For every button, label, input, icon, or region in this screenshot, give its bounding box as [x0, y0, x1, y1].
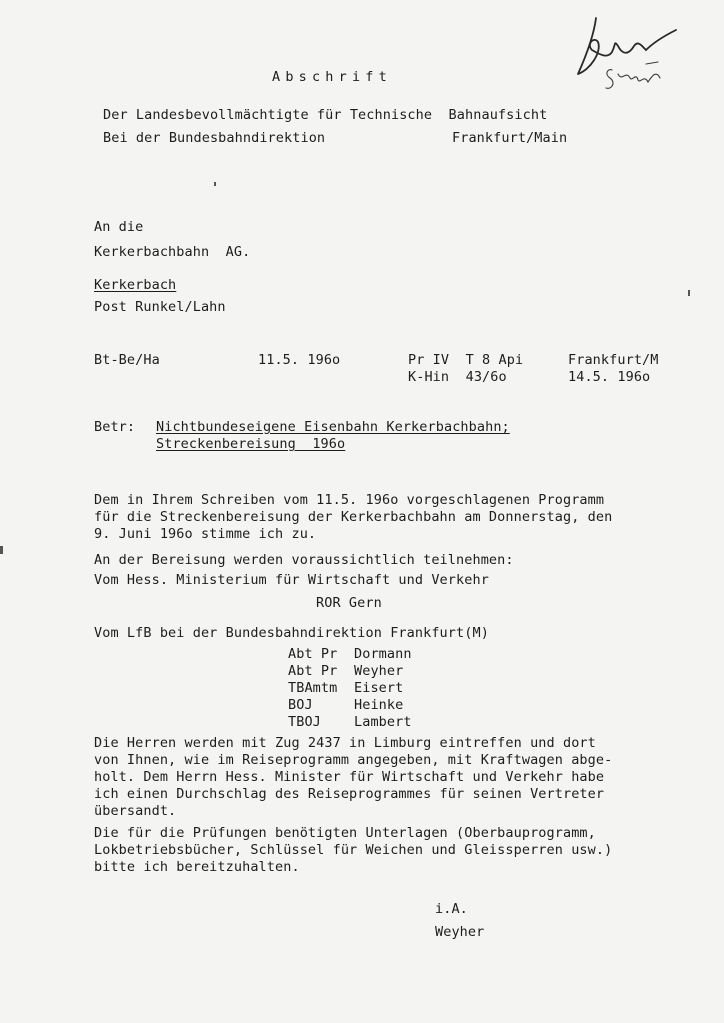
- recipient-line-2: Kerkerbachbahn AG.: [94, 244, 251, 260]
- participant-name: Weyher: [354, 663, 404, 679]
- recipient-line-1: An die: [94, 219, 144, 235]
- body-paragraph-4: Vom LfB bei der Bundesbahndirektion Frankfurt(M): [94, 625, 489, 641]
- reference-date-1: 11.5. 196o: [258, 352, 341, 368]
- participant-name: Dormann: [354, 646, 412, 662]
- body-paragraph-5-line-3: holt. Dem Herrn Hess. Minister für Wirtschaft und Verkehr habe: [94, 769, 605, 785]
- participant-rank: Abt Pr: [288, 663, 338, 679]
- subject-line-1: Nichtbundeseigene Eisenbahn Kerkerbachbahn;: [156, 419, 510, 435]
- reference-sign: Bt-Be/Ha: [94, 352, 160, 368]
- participant-name: Eisert: [354, 680, 404, 696]
- sender-line-2: Bei der Bundesbahndirektion: [103, 130, 326, 146]
- body-paragraph-6-line-2: Lokbetriebsbücher, Schlüssel für Weichen und Gleissperren usw.): [94, 842, 613, 858]
- body-paragraph-3-name: ROR Gern: [316, 595, 382, 611]
- subject-label: Betr:: [94, 419, 136, 435]
- body-paragraph-5-line-1: Die Herren werden mit Zug 2437 in Limburg eintreffen und dort: [94, 735, 596, 751]
- punch-mark: [688, 290, 690, 296]
- participant-rank: BOJ: [288, 697, 313, 713]
- participant-name: Heinke: [354, 697, 404, 713]
- body-paragraph-5-line-4: ich einen Durchschlag des Reiseprogrammes für seinen Vertreter: [94, 786, 605, 802]
- reference-place: Frankfurt/M: [568, 352, 659, 368]
- body-paragraph-1-line-3: 9. Juni 196o stimme ich zu.: [94, 526, 317, 542]
- scan-mark: [0, 546, 3, 554]
- fold-mark: [214, 182, 216, 186]
- body-paragraph-3: Vom Hess. Ministerium für Wirtschaft und Verkehr: [94, 572, 489, 588]
- participant-name: Lambert: [354, 714, 412, 730]
- participant-rank: TBAmtm: [288, 680, 338, 696]
- reference-date-2: 14.5. 196o: [568, 369, 651, 385]
- body-paragraph-5-line-5: übersandt.: [94, 803, 177, 819]
- closing-ia: i.A.: [435, 901, 468, 917]
- reference-code-1: Pr IV T 8 Api: [408, 352, 524, 368]
- body-paragraph-1-line-2: für die Streckenbereisung der Kerkerbachbahn am Donnerstag, den: [94, 509, 613, 525]
- participant-rank: Abt Pr: [288, 646, 338, 662]
- handwritten-initials-signature: [568, 12, 688, 96]
- body-paragraph-2: An der Bereisung werden voraussichtlich teilnehmen:: [94, 552, 514, 568]
- body-paragraph-5-line-2: von Ihnen, wie im Reiseprogramm angegeben, mit Kraftwagen abge-: [94, 752, 613, 768]
- participant-rank: TBOJ: [288, 714, 321, 730]
- closing-signer-name: Weyher: [435, 924, 485, 940]
- document-title: Abschrift: [272, 69, 392, 85]
- body-paragraph-6-line-1: Die für die Prüfungen benötigten Unterlagen (Oberbauprogramm,: [94, 825, 596, 841]
- sender-city: Frankfurt/Main: [452, 130, 568, 146]
- body-paragraph-1-line-1: Dem in Ihrem Schreiben vom 11.5. 196o vorgeschlagenen Programm: [94, 492, 605, 508]
- subject-line-2: Streckenbereisung 196o: [156, 436, 346, 452]
- recipient-line-3: Kerkerbach: [94, 277, 177, 293]
- reference-code-2: K-Hin 43/6o: [408, 369, 507, 385]
- body-paragraph-6-line-3: bitte ich bereitzuhalten.: [94, 859, 300, 875]
- sender-line-1: Der Landesbevollmächtigte für Technische Bahnaufsicht: [103, 107, 548, 123]
- recipient-line-4: Post Runkel/Lahn: [94, 299, 226, 315]
